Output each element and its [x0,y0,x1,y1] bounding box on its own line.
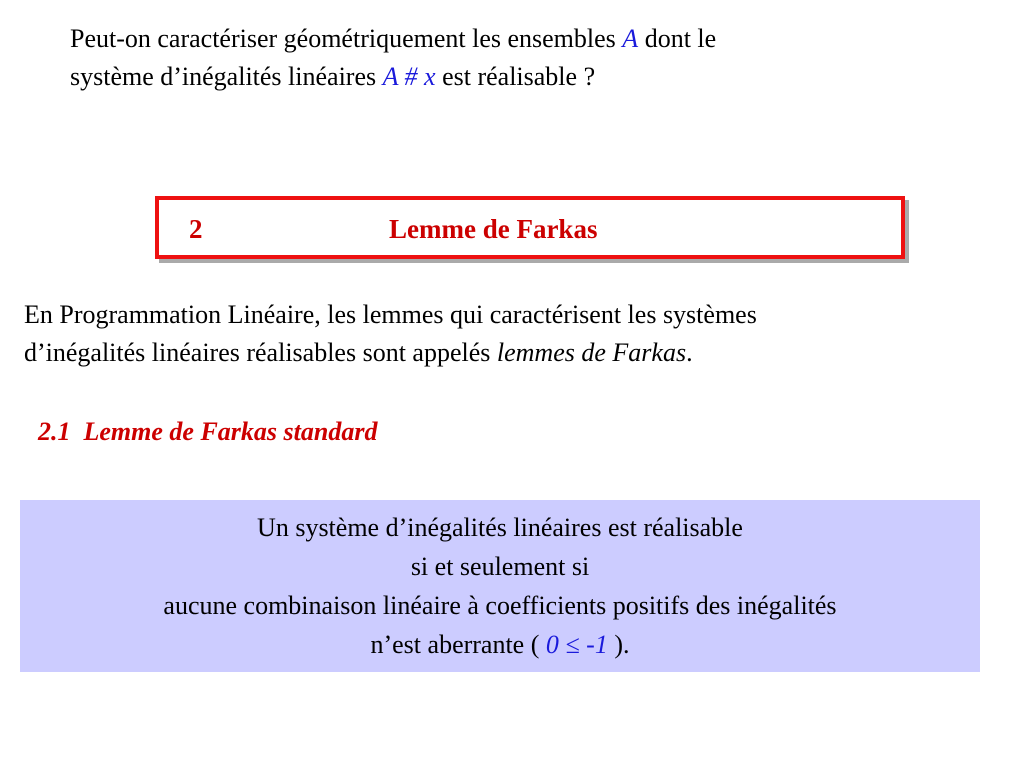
intro-text-3: système d’inégalités linéaires [70,62,383,91]
set-a-symbol: A [622,24,639,53]
theorem-line-1: Un système d’inégalités linéaires est réalisable [257,513,743,542]
subsection-number: 2.1 [38,417,71,446]
farkas-term: lemmes de Farkas [496,338,687,367]
farkas-paragraph [24,296,1004,372]
section-heading-box [155,196,905,259]
section-title: Lemme de Farkas [389,214,598,244]
subsection-title: Lemme de Farkas standard [83,417,378,446]
farkas-text-3: . [686,338,693,367]
farkas-text-1: En Programmation Linéaire, les lemmes qui caractérisent les systèmes [24,300,757,329]
theorem-line-4 [20,625,980,664]
theorem-line-2: si et seulement si [410,552,590,581]
system-expression: A # x [382,62,436,91]
farkas-text-2: d’inégalités linéaires réalisables sont appelés [24,338,497,367]
intro-paragraph [70,20,970,96]
theorem-line-4-a: n’est aberrante ( [370,630,546,659]
theorem-line-4-b: ). [607,630,630,659]
theorem-box [20,500,980,672]
aberrant-inequality: 0 ≤ -1 [545,630,608,659]
intro-text-1: Peut-on caractériser géométriquement les ensembles [70,24,623,53]
theorem-line-3: aucune combinaison linéaire à coefficients positifs des inégalités [163,591,837,620]
subsection-heading [38,417,377,447]
intro-text-4: est réalisable ? [435,62,596,91]
intro-text-2: dont le [638,24,717,53]
section-number: 2 [189,214,203,244]
